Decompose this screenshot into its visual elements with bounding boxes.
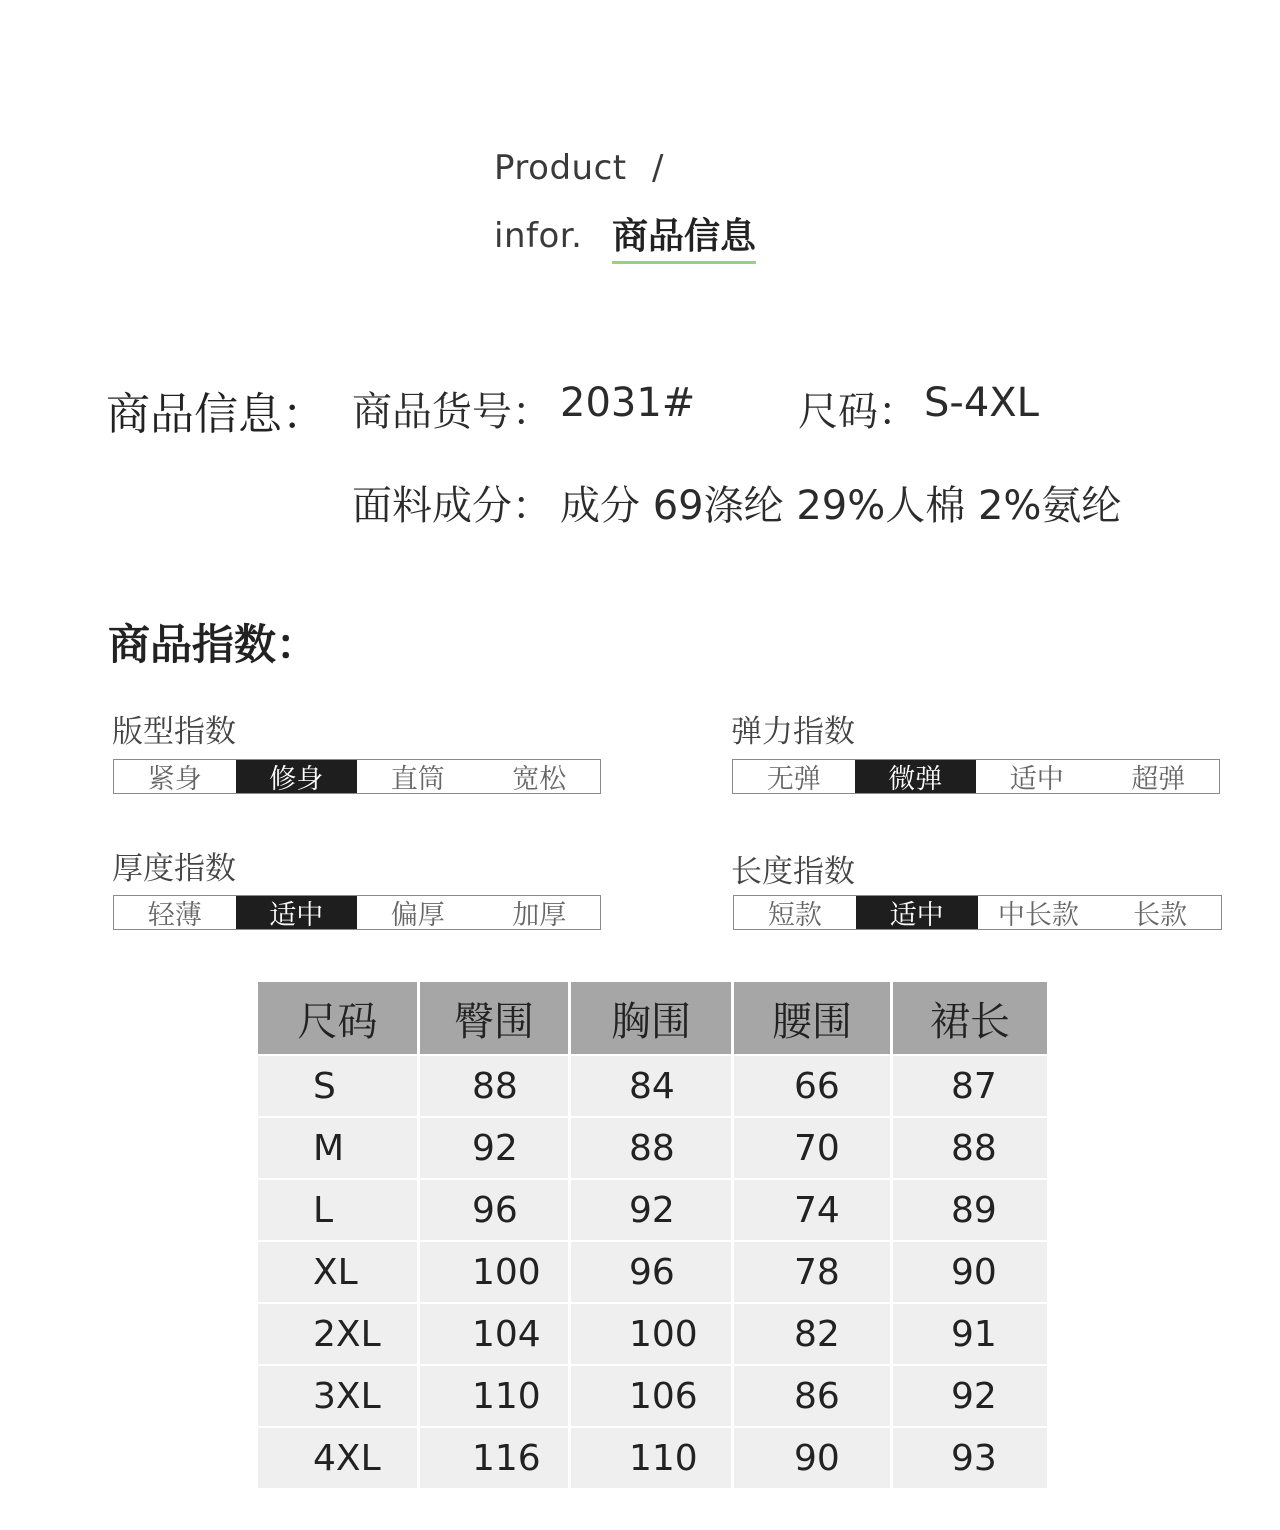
cell-skirt-length: 90	[893, 1240, 1047, 1302]
cell-size: XL	[258, 1240, 417, 1302]
elasticity-index-label: 弹力指数	[731, 714, 855, 750]
elasticity-option-selected: 微弹	[855, 760, 977, 793]
table-row	[258, 1054, 1047, 1116]
fit-index-label: 版型指数	[112, 714, 236, 750]
fabric-label: 面料成分：	[352, 483, 552, 529]
length-option: 短款	[767, 900, 822, 931]
header-size: 尺码	[258, 982, 417, 1054]
cell-waist: 78	[734, 1240, 890, 1302]
thickness-index-bar	[113, 895, 601, 930]
cell-size: S	[258, 1054, 417, 1116]
cell-waist: 90	[734, 1426, 890, 1488]
table-row	[258, 1116, 1047, 1178]
cell-size: M	[258, 1116, 417, 1178]
cell-skirt-length: 92	[893, 1364, 1047, 1426]
table-row	[258, 1302, 1047, 1364]
thickness-index-label: 厚度指数	[112, 851, 236, 887]
size-table	[255, 982, 1050, 1488]
cell-hip: 100	[420, 1240, 568, 1302]
thickness-option: 加厚	[512, 900, 567, 931]
title-en-line2: infor.	[494, 216, 583, 256]
title-slash: /	[652, 148, 664, 188]
fabric-value: 成分 69涤纶 29%人棉 2%氨纶	[560, 483, 1122, 529]
fit-index-bar	[113, 759, 601, 794]
cell-bust: 96	[571, 1240, 731, 1302]
header-hip: 臀围	[420, 982, 568, 1054]
thickness-option-selected: 适中	[236, 896, 358, 929]
length-index-label: 长度指数	[731, 854, 855, 890]
cell-size: 2XL	[258, 1302, 417, 1364]
cell-bust: 100	[571, 1302, 731, 1364]
cell-skirt-length: 89	[893, 1178, 1047, 1240]
cell-size: 3XL	[258, 1364, 417, 1426]
thickness-option: 偏厚	[390, 900, 445, 931]
cell-skirt-length: 91	[893, 1302, 1047, 1364]
header-bust: 胸围	[571, 982, 731, 1054]
fit-option: 紧身	[147, 764, 202, 795]
cell-skirt-length: 93	[893, 1426, 1047, 1488]
cell-waist: 86	[734, 1364, 890, 1426]
header-skirt-length: 裙长	[893, 982, 1047, 1054]
cell-size: 4XL	[258, 1426, 417, 1488]
item-no-value: 2031#	[560, 380, 696, 426]
fit-option-selected: 修身	[236, 760, 358, 793]
cell-bust: 88	[571, 1116, 731, 1178]
cell-bust: 92	[571, 1178, 731, 1240]
table-row	[258, 1178, 1047, 1240]
header-waist: 腰围	[734, 982, 890, 1054]
cell-waist: 66	[734, 1054, 890, 1116]
elasticity-option: 无弹	[766, 764, 821, 795]
index-heading: 商品指数：	[108, 620, 319, 669]
elasticity-index-bar	[732, 759, 1220, 794]
cell-waist: 74	[734, 1178, 890, 1240]
cell-hip: 96	[420, 1178, 568, 1240]
fit-option: 直筒	[390, 764, 445, 795]
cell-bust: 106	[571, 1364, 731, 1426]
length-option: 中长款	[997, 900, 1079, 931]
cell-skirt-length: 87	[893, 1054, 1047, 1116]
cell-bust: 110	[571, 1426, 731, 1488]
cell-waist: 70	[734, 1116, 890, 1178]
cell-size: L	[258, 1178, 417, 1240]
item-no-label: 商品货号：	[352, 389, 552, 435]
length-option: 长款	[1133, 900, 1188, 931]
table-row	[258, 1364, 1047, 1426]
thickness-option: 轻薄	[147, 900, 202, 931]
title-cn: 商品信息	[612, 208, 756, 264]
cell-waist: 82	[734, 1302, 890, 1364]
table-row	[258, 1426, 1047, 1488]
cell-hip: 92	[420, 1116, 568, 1178]
size-table-header-row	[258, 982, 1047, 1054]
cell-hip: 110	[420, 1364, 568, 1426]
size-label: 尺码：	[798, 389, 918, 435]
length-index-bar	[733, 895, 1222, 930]
elasticity-option: 适中	[1009, 764, 1064, 795]
cell-bust: 84	[571, 1054, 731, 1116]
cell-hip: 116	[420, 1426, 568, 1488]
cell-skirt-length: 88	[893, 1116, 1047, 1178]
size-value: S-4XL	[924, 380, 1039, 426]
info-heading: 商品信息：	[106, 389, 326, 440]
title-en-line1: Product	[494, 148, 627, 188]
fit-option: 宽松	[512, 764, 567, 795]
table-row	[258, 1240, 1047, 1302]
cell-hip: 104	[420, 1302, 568, 1364]
elasticity-option: 超弹	[1131, 764, 1186, 795]
length-option-selected: 适中	[856, 896, 978, 929]
cell-hip: 88	[420, 1054, 568, 1116]
